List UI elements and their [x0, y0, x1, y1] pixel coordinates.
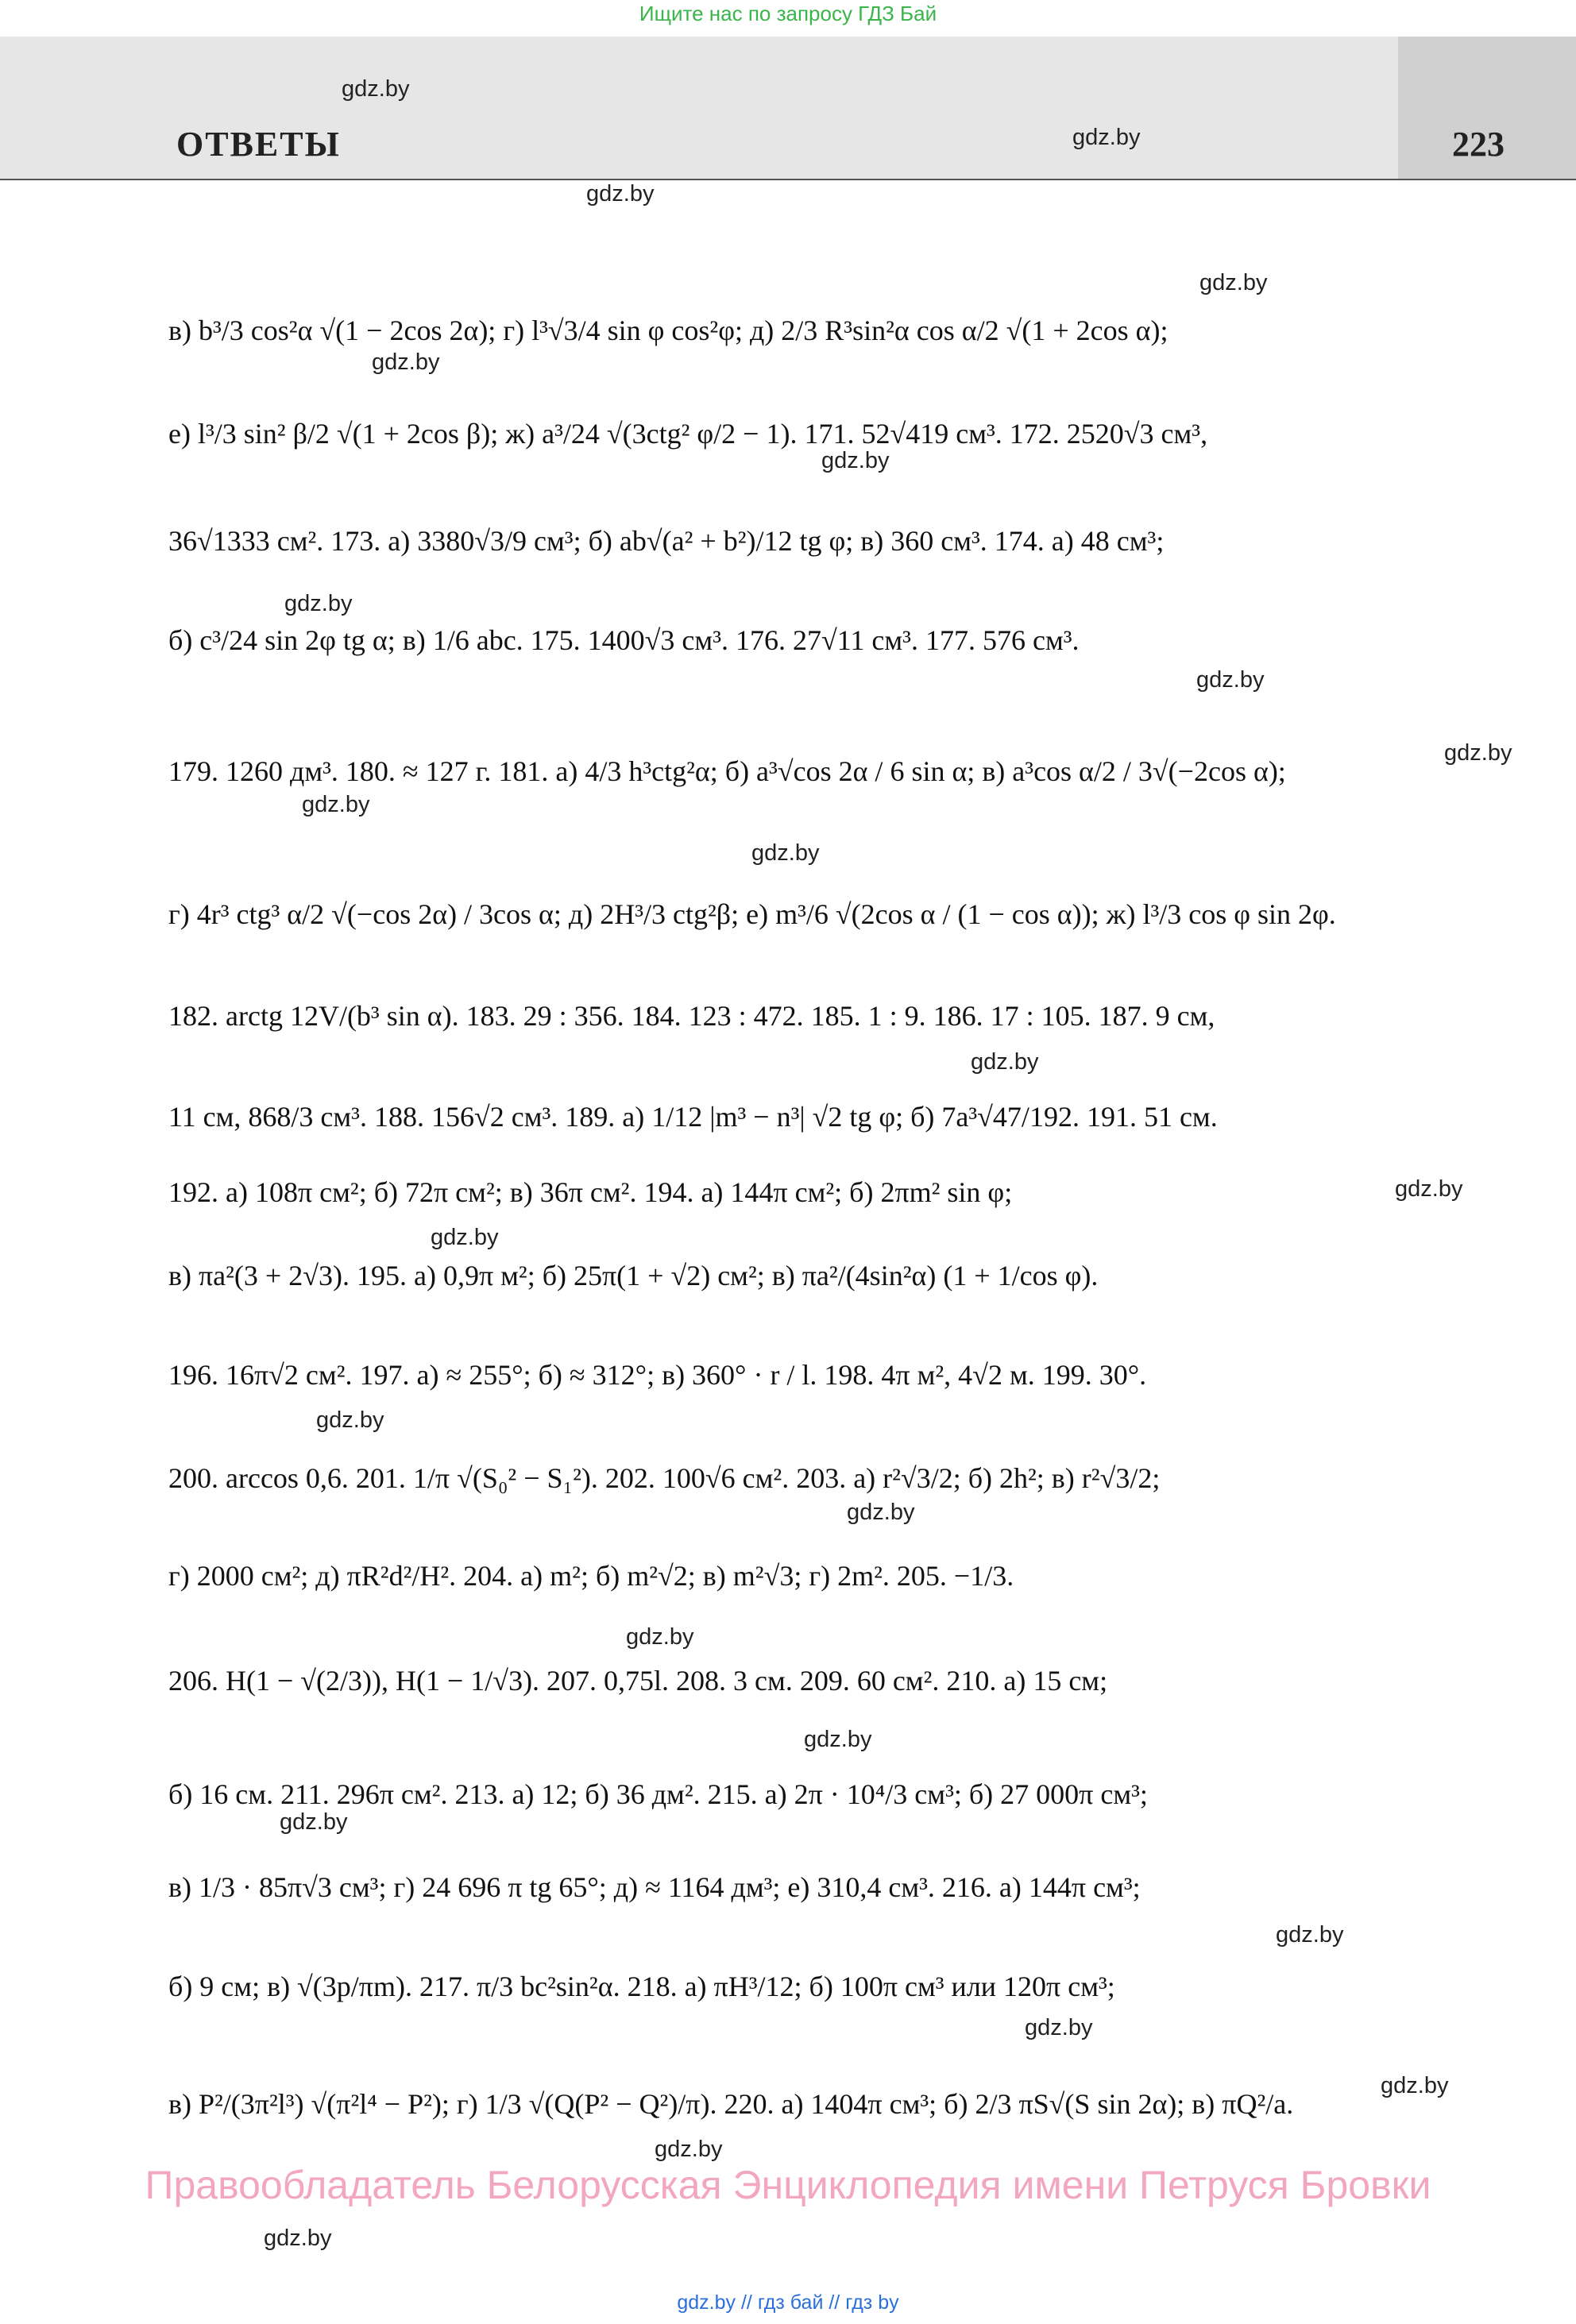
answer-line: в) 1/3 · 85π√3 см³; г) 24 696 π tg 65°; д) ≈ 1164 дм³; е) 310,4 см³. 216. а) 144π см³;: [168, 1871, 1141, 1903]
answer-line: в) b³/3 cos²α √(1 − 2cos 2α); г) l³√3/4 sin φ cos²φ; д) 2/3 R³sin²α cos α/2 √(1 + 2cos α);: [168, 315, 1168, 346]
header-rule: [0, 179, 1576, 180]
watermark: gdz.by: [655, 2137, 723, 2162]
watermark: gdz.by: [1025, 2015, 1093, 2040]
answer-line: 182. arctg 12V/(b³ sin α). 183. 29 : 356. 184. 123 : 472. 185. 1 : 9. 186. 17 : 105. 187. 9 см,: [168, 1000, 1215, 1032]
watermark: gdz.by: [264, 2226, 332, 2251]
answer-line: 196. 16π√2 см². 197. а) ≈ 255°; б) ≈ 312°; в) 360° · r / l. 198. 4π м², 4√2 м. 199. 30°.: [168, 1359, 1147, 1391]
watermark: gdz.by: [431, 1225, 499, 1250]
answer-line: в) πa²(3 + 2√3). 195. а) 0,9π м²; б) 25π(1 + √2) см²; в) πa²/(4sin²α) (1 + 1/cos φ).: [168, 1260, 1099, 1291]
watermark: gdz.by: [804, 1727, 872, 1752]
answer-line: 206. H(1 − √(2/3)), H(1 − 1/√3). 207. 0,75l. 208. 3 см. 209. 60 см². 210. а) 15 см;: [168, 1665, 1108, 1697]
answer-line: 11 см, 868/3 см³. 188. 156√2 см³. 189. а) 1/12 |m³ − n³| √2 tg φ; б) 7a³√47/192. 191. 51 см.: [168, 1101, 1218, 1133]
watermark: gdz.by: [1196, 667, 1265, 693]
answer-line: 200. arccos 0,6. 201. 1/π √(S₀² − S₁²). 202. 100√6 см². 203. а) r²√3/2; б) 2h²; в) r²√3/2;: [168, 1462, 1161, 1494]
watermark: gdz.by: [1276, 1922, 1344, 1948]
answer-line: б) c³/24 sin 2φ tg α; в) 1/6 abc. 175. 1400√3 см³. 176. 27√11 см³. 177. 576 см³.: [168, 624, 1080, 656]
watermark: gdz.by: [847, 1500, 915, 1525]
watermark: gdz.by: [280, 1809, 348, 1835]
watermark: gdz.by: [821, 448, 890, 473]
answer-line: 179. 1260 дм³. 180. ≈ 127 г. 181. а) 4/3 h³ctg²α; б) a³√cos 2α / 6 sin α; в) a³cos α/2 / 3√(−2cos α);: [168, 755, 1286, 787]
watermark: gdz.by: [751, 840, 820, 866]
watermark: gdz.by: [1199, 270, 1268, 295]
watermark: gdz.by: [1444, 740, 1512, 766]
copyright-notice: Правообладатель Белорусская Энциклопедия имени Петруся Бровки: [145, 2163, 1431, 2207]
answer-line: 36√1333 см². 173. а) 3380√3/9 см³; б) ab√(a² + b²)/12 tg φ; в) 360 см³. 174. а) 48 см³;: [168, 525, 1165, 557]
footer-links[interactable]: gdz.by // гдз бай // гдз by: [677, 2291, 899, 2314]
answer-line: б) 9 см; в) √(3p/πm). 217. π/3 bc²sin²α. 218. а) πH³/12; б) 100π см³ или 120π см³;: [168, 1971, 1115, 2002]
watermark: gdz.by: [316, 1407, 384, 1433]
watermark: gdz.by: [342, 76, 410, 102]
answer-line: 192. а) 108π см²; б) 72π см²; в) 36π см². 194. а) 144π см²; б) 2πm² sin φ;: [168, 1176, 1013, 1208]
watermark: gdz.by: [586, 181, 655, 207]
watermark: gdz.by: [626, 1624, 694, 1650]
watermark: gdz.by: [302, 792, 370, 817]
answer-line: б) 16 см. 211. 296π см². 213. а) 12; б) 36 дм². 215. а) 2π · 10⁴/3 см³; б) 27 000π см³;: [168, 1778, 1148, 1810]
answer-line: е) l³/3 sin² β/2 √(1 + 2cos β); ж) a³/24 √(3ctg² φ/2 − 1). 171. 52√419 см³. 172. 2520√3 см³,: [168, 418, 1208, 450]
top-banner: Ищите нас по запросу ГДЗ Бай: [639, 2, 937, 25]
answer-line: в) P²/(3π²l³) √(π²l⁴ − P²); г) 1/3 √(Q(P² − Q²)/π). 220. а) 1404π см³; б) 2/3 πS√(S sin 2α); в) πQ²/a.: [168, 2088, 1294, 2120]
answer-line: г) 4r³ ctg³ α/2 √(−cos 2α) / 3cos α; д) 2H³/3 ctg²β; е) m³/6 √(2cos α / (1 − cos α)); ж) l³/3 cos φ sin 2φ.: [168, 898, 1336, 930]
page-number: 223: [1452, 125, 1505, 164]
answer-line: г) 2000 см²; д) πR²d²/H². 204. а) m²; б) m²√2; в) m²√3; г) 2m². 205. −1/3.: [168, 1560, 1014, 1592]
watermark: gdz.by: [372, 349, 440, 375]
watermark: gdz.by: [1395, 1176, 1463, 1202]
watermark: gdz.by: [1381, 2073, 1449, 2098]
watermark: gdz.by: [284, 591, 353, 616]
watermark: gdz.by: [971, 1049, 1039, 1075]
watermark: gdz.by: [1072, 125, 1141, 150]
section-title: ОТВЕТЫ: [176, 125, 341, 164]
